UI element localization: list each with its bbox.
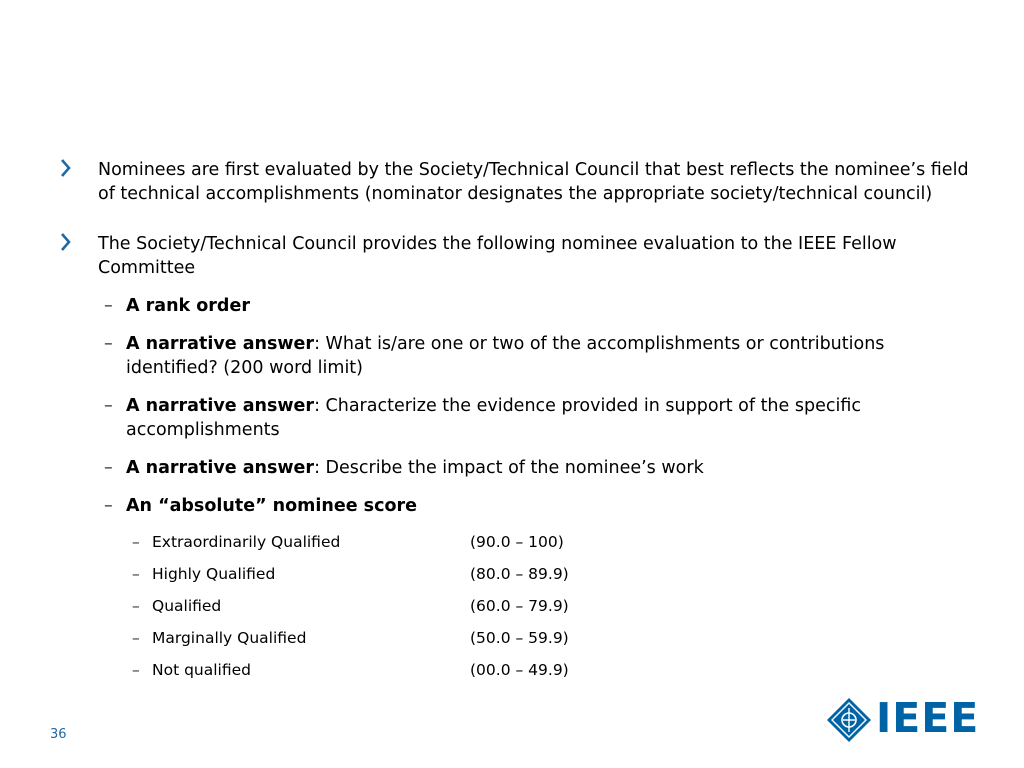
dash-glyph: – xyxy=(132,533,140,551)
score-level-row xyxy=(60,660,980,692)
bullet-1 xyxy=(60,158,980,206)
dash-glyph: – xyxy=(104,458,113,478)
score-levels-list xyxy=(60,532,980,692)
sub-item-rank-order xyxy=(60,294,980,318)
dash-glyph: – xyxy=(104,396,113,416)
chevron-right-icon xyxy=(60,157,74,181)
sub-item-narrative-1 xyxy=(60,332,980,380)
sub-item-rest: : What is/are one or two of the accomplishments or contributions identified? (200 word limit) xyxy=(126,334,885,378)
sub-item-bold: A narrative answer xyxy=(126,334,315,354)
sub-item-narrative-3 xyxy=(60,456,980,480)
score-level-name: Extraordinarily Qualified xyxy=(152,533,341,551)
slide-number: 36 xyxy=(50,727,67,742)
dash-glyph: – xyxy=(104,296,113,316)
sub-item-absolute-score xyxy=(60,494,980,518)
bullet-1-text: Nominees are first evaluated by the Society/Technical Council that best reflects the nominee’s field of technical accomplishments (nominator designates the appropriate society/technical council) xyxy=(98,160,969,204)
score-level-range: (90.0 – 100) xyxy=(470,533,564,551)
sub-item-rest: : Describe the impact of the nominee’s work xyxy=(314,458,704,478)
score-level-name: Marginally Qualified xyxy=(152,629,307,647)
dash-glyph: – xyxy=(132,565,140,583)
score-level-name: Qualified xyxy=(152,597,222,615)
dash-glyph: – xyxy=(132,661,140,679)
sub-item-bold: A narrative answer xyxy=(126,458,315,478)
slide-content xyxy=(60,158,980,692)
sub-item-narrative-2 xyxy=(60,394,980,442)
sub-item-bold: An “absolute” nominee score xyxy=(126,496,417,516)
ieee-logo-text: IEEE xyxy=(876,694,980,742)
dash-glyph: – xyxy=(104,334,113,354)
score-level-row xyxy=(60,564,980,596)
score-level-range: (80.0 – 89.9) xyxy=(470,565,569,583)
score-level-row xyxy=(60,628,980,660)
score-level-range: (50.0 – 59.9) xyxy=(470,629,569,647)
score-level-row xyxy=(60,596,980,628)
score-level-name: Not qualified xyxy=(152,661,251,679)
dash-glyph: – xyxy=(132,597,140,615)
dash-glyph: – xyxy=(132,629,140,647)
ieee-logo xyxy=(826,696,986,744)
dash-glyph: – xyxy=(104,496,113,516)
bullet-2 xyxy=(60,232,980,280)
bullet-2-text: The Society/Technical Council provides the following nominee evaluation to the IEEE Fellow Committee xyxy=(98,234,897,278)
score-level-range: (60.0 – 79.9) xyxy=(470,597,569,615)
score-level-name: Highly Qualified xyxy=(152,565,276,583)
ieee-diamond-icon xyxy=(826,697,872,743)
chevron-right-icon xyxy=(60,231,74,255)
score-level-range: (00.0 – 49.9) xyxy=(470,661,569,679)
sub-item-bold: A narrative answer xyxy=(126,396,315,416)
sub-item-rest: : Characterize the evidence provided in support of the specific accomplishments xyxy=(126,396,861,440)
sub-item-bold: A rank order xyxy=(126,296,250,316)
score-level-row xyxy=(60,532,980,564)
